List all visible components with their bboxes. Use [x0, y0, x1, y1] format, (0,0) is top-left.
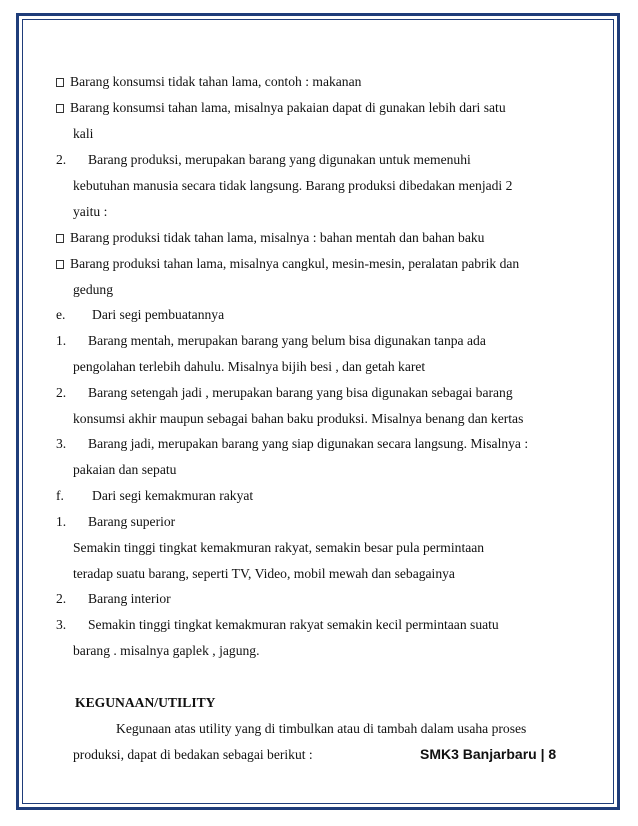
bullet-item: Barang produksi tidak tahan lama, misalnya : bahan mentah dan bahan baku	[56, 230, 484, 246]
bullet-item: Barang produksi tahan lama, misalnya cangkul, mesin-mesin, peralatan pabrik dan	[56, 256, 519, 272]
text-line: konsumsi akhir maupun sebagai bahan baku produksi. Misalnya benang dan kertas	[73, 411, 524, 426]
bullet-item: Barang konsumsi tidak tahan lama, contoh : makanan	[56, 74, 361, 90]
text-line: Semakin tinggi tingkat kemakmuran rakyat, semakin besar pula permintaan	[73, 540, 485, 555]
list-number: 1.	[56, 333, 67, 348]
list-letter: e.	[56, 307, 66, 322]
text-line: Kegunaan atas utility yang di timbulkan atau di tambah dalam usaha proses	[116, 721, 527, 736]
text-line: Barang mentah, merupakan barang yang belum bisa digunakan tanpa ada	[88, 333, 486, 348]
list-number: 3.	[56, 617, 67, 632]
list-number: 2.	[56, 152, 67, 167]
text-line: kebutuhan manusia secara tidak langsung. Barang produksi dibedakan menjadi 2	[73, 178, 513, 193]
text-line: Barang setengah jadi , merupakan barang yang bisa digunakan sebagai barang	[88, 385, 513, 400]
list-number: 2.	[56, 591, 67, 606]
text-line: teradap suatu barang, seperti TV, Video, mobil mewah dan sebagainya	[73, 566, 455, 581]
text-line: produksi, dapat di bedakan sebagai berikut :	[73, 747, 313, 762]
text-line: Barang superior	[88, 514, 176, 529]
text-line: Barang jadi, merupakan barang yang siap digunakan secara langsung. Misalnya :	[88, 436, 529, 451]
text-line: kali	[73, 126, 94, 141]
list-number: 1.	[56, 514, 67, 529]
section-title: Dari segi kemakmuran rakyat	[92, 488, 254, 503]
square-bullet-icon	[56, 260, 64, 269]
text-line: pakaian dan sepatu	[73, 462, 177, 477]
page-footer: SMK3 Banjarbaru | 8	[420, 746, 557, 762]
list-number: 2.	[56, 385, 67, 400]
section-title: Dari segi pembuatannya	[92, 307, 225, 322]
text-line: Barang interior	[88, 591, 171, 606]
square-bullet-icon	[56, 104, 64, 113]
text-line: gedung	[73, 282, 114, 297]
square-bullet-icon	[56, 78, 64, 87]
text-line: yaitu :	[73, 204, 108, 219]
text-line: Semakin tinggi tingkat kemakmuran rakyat semakin kecil permintaan suatu	[88, 617, 499, 632]
list-letter: f.	[56, 488, 64, 503]
bullet-item: Barang konsumsi tahan lama, misalnya pakaian dapat di gunakan lebih dari satu	[56, 100, 506, 116]
text-line: barang . misalnya gaplek , jagung.	[73, 643, 260, 658]
square-bullet-icon	[56, 234, 64, 243]
text-line: Barang produksi, merupakan barang yang digunakan untuk memenuhi	[88, 152, 471, 167]
text-line: pengolahan terlebih dahulu. Misalnya bijih besi , dan getah karet	[73, 359, 426, 374]
section-heading: KEGUNAAN/UTILITY	[75, 695, 216, 710]
list-number: 3.	[56, 436, 67, 451]
